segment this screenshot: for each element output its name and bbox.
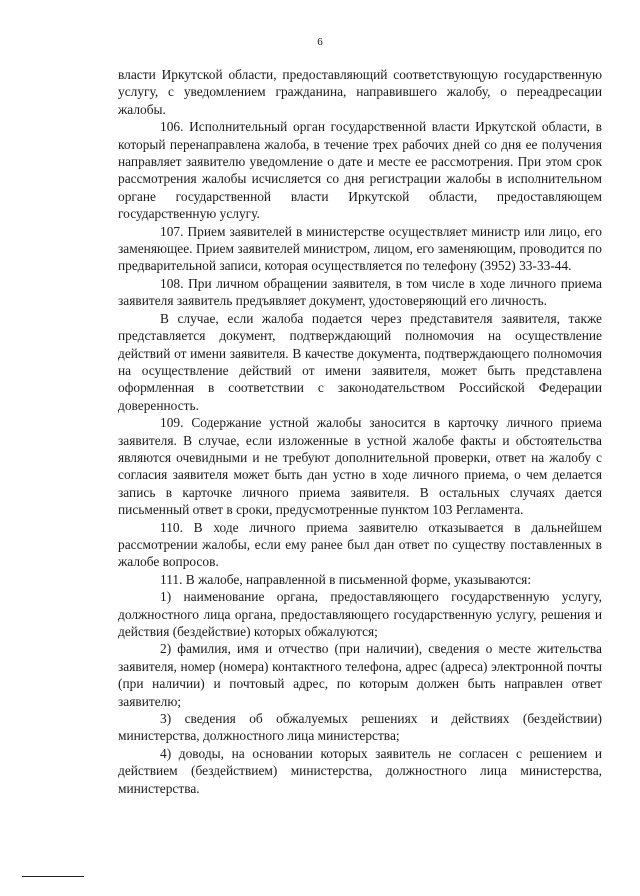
list-item-3: 3) сведения об обжалуемых решениях и действиях (бездействии) министерства, должностного лица министерства;	[118, 711, 602, 744]
page-number: 6	[317, 36, 323, 48]
paragraph-106: 106. Исполнительный орган государственной власти Иркутской области, в который перенаправлена жалоба, в течение трех рабочих дней со дня ее получения направляет заявителю уведомление о дате и месте ее рассмотрения. При этом срок рассмотрения жалобы исчисляется со дня регистрации жалобы в исполнительном органе государственной власти Иркутской области, предоставляющем государственную услугу.	[118, 119, 602, 222]
document-body	[118, 66, 602, 797]
list-item-1: 1) наименование органа, предоставляющего государственную услугу, должностного лица органа, предоставляющего государственную услугу, решения и действия (бездействие) которых обжалуются;	[118, 589, 602, 639]
footer-divider	[22, 876, 84, 877]
paragraph-111: 111. В жалобе, направленной в письменной форме, указываются:	[160, 571, 532, 587]
list-item-4: 4) доводы, на основании которых заявитель не согласен с решением и действием (бездействием) министерства, должностного лица министерства, министерства.	[118, 745, 602, 796]
paragraph-108-representative: В случае, если жалоба подается через представителя заявителя, также представляется документ, подтверждающий полномочия на осуществление действий от имени заявителя. В качестве документа, подтверждающего полномочия на осуществление действий от имени заявителя, может быть представлена оформленная в соответствии с законодательством Российской Федерации доверенность.	[118, 310, 602, 413]
paragraph-107: 107. Прием заявителей в министерстве осуществляет министр или лицо, его заменяющее. Прием заявителей министром, лицом, его заменяющим, проводится по предварительной записи, которая осуществляется по телефону (3952) 33-33-44.	[118, 223, 602, 274]
paragraph-108: 108. При личном обращении заявителя, в том числе в ходе личного приема заявителя заявитель предъявляет документ, удостоверяющий его личность.	[118, 275, 602, 309]
paragraph-109: 109. Содержание устной жалобы заносится в карточку личного приема заявителя. В случае, если изложенные в устной жалобе факты и обстоятельства являются очевидными и не требуют дополнительной проверки, ответ на жалобу с согласия заявителя может быть дан устно в ходе личного приема, о чем делается запись в карточке личного приема заявителя. В остальных случаях дается письменный ответ в сроки, предусмотренные пунктом 103 Регламента.	[118, 415, 602, 518]
list-item-2: 2) фамилия, имя и отчество (при наличии), сведения о месте жительства заявителя, номер (номера) контактного телефона, адрес (адреса) электронной почты (при наличии) и почтовый адрес, по которым должен быть направлен ответ заявителю;	[118, 641, 602, 709]
paragraph-continuation: власти Иркутской области, предоставляющий соответствующую государственную услугу, с уведомлением гражданина, направившего жалобу, о переадресации жалобы.	[118, 67, 602, 117]
paragraph-110: 110. В ходе личного приема заявителю отказывается в дальнейшем рассмотрении жалобы, если ему ранее был дан ответ по существу поставленных в жалобе вопросов.	[118, 519, 602, 570]
